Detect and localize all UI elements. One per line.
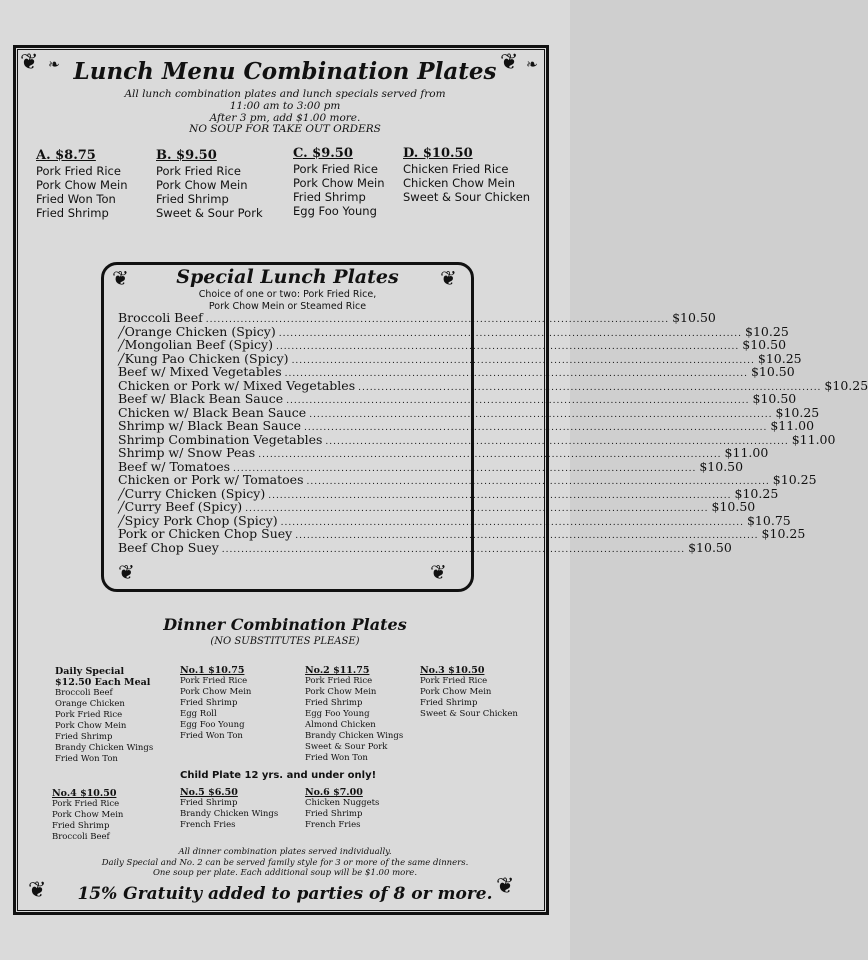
combo-item: Fried Won Ton — [180, 731, 243, 741]
special-item-row — [118, 404, 820, 420]
daily-special — [55, 666, 153, 765]
special-item-name: Orange Chicken (Spicy) — [124, 323, 276, 339]
special-item-name: Curry Chicken (Spicy) — [124, 485, 266, 501]
combo-item: Brandy Chicken Wings — [305, 731, 404, 741]
dinner-combo-1 — [180, 665, 251, 742]
special-item-price: $10.50 — [742, 337, 787, 352]
dot-leader: ........................................................................................................................ — [284, 369, 748, 379]
dinner-combo-6 — [305, 787, 379, 831]
dot-leader: ........................................................................................................................ — [306, 477, 770, 487]
combo-header: A. $8.75 — [36, 148, 96, 163]
combo-item: Pork Chow Mein — [305, 687, 377, 697]
combo-header: No.4 $10.50 — [52, 788, 117, 799]
special-item-price: $10.50 — [752, 391, 797, 406]
special-item-name: Shrimp w/ Black Bean Sauce — [118, 418, 302, 433]
combo-item: Pork Chow Mein — [55, 721, 127, 731]
intro-line: After 3 pm, add $1.00 more. — [209, 112, 361, 124]
combo-item: Orange Chicken — [55, 699, 125, 709]
combo-item: Fried Won Ton — [55, 754, 118, 764]
combo-item: Pork Chow Mein — [293, 176, 385, 190]
special-item-name: Broccoli Beef — [118, 310, 203, 325]
menu-title: Lunch Menu Combination Plates — [73, 58, 497, 85]
special-item-price: $10.50 — [688, 539, 732, 555]
combo-item: Pork Chow Mein — [420, 687, 492, 697]
special-item-name: Shrimp w/ Snow Peas — [118, 445, 256, 460]
combo-item: Fried Shrimp — [180, 698, 238, 708]
lunch-combo-d — [403, 146, 530, 204]
pepper-icon: ╱ — [118, 339, 125, 352]
leaf-ornament-icon: ❦ — [496, 874, 515, 899]
combo-item: Fried Shrimp — [305, 809, 363, 819]
special-item-price: $10.25 — [824, 377, 868, 393]
gratuity-note: 15% Gratuity added to parties of 8 or more. — [77, 884, 493, 904]
note-line: Daily Special and No. 2 can be served family style for 3 or more of the same dinners. — [101, 857, 469, 868]
special-item-price: $10.50 — [672, 310, 716, 325]
combo-item: Fried Shrimp — [293, 190, 366, 204]
special-item-row — [118, 445, 769, 460]
leaf-ornament-icon: ❦ — [440, 266, 457, 290]
dot-leader: ........................................................................................................................ — [325, 436, 789, 447]
intro-line: 11:00 am to 3:00 pm — [229, 100, 341, 112]
dot-leader: ........................................................................................................................ — [233, 463, 697, 474]
combo-item: Fried Shrimp — [420, 698, 478, 708]
special-item-row — [118, 350, 802, 366]
dot-leader: ........................................................................................................................ — [280, 517, 744, 528]
combo-item: Pork Chow Mein — [180, 687, 252, 697]
special-item-price: $10.50 — [750, 364, 795, 379]
dinner-combo-5 — [180, 787, 278, 831]
combo-item: Pork Fried Rice — [420, 676, 488, 686]
special-item-price: $11.00 — [770, 418, 815, 433]
combo-item: Fried Shrimp — [156, 192, 229, 206]
intro-line: NO SOUP FOR TAKE OUT ORDERS — [189, 123, 381, 135]
special-item-price: $10.25 — [775, 404, 820, 420]
dinner-subtitle: (NO SUBSTITUTES PLEASE) — [210, 636, 360, 647]
dot-leader: ........................................................................................................................ — [205, 315, 670, 325]
special-item-price: $10.75 — [746, 512, 791, 528]
special-item-row — [118, 512, 791, 528]
combo-item: Pork Chow Mein — [36, 178, 128, 192]
combo-header: C. $9.50 — [293, 146, 353, 161]
special-item-name: Shrimp Combination Vegetables — [118, 431, 323, 447]
combo-item: Pork Fried Rice — [293, 162, 378, 176]
pepper-icon: ╱ — [118, 487, 125, 501]
note-line: All dinner combination plates served individually. — [178, 847, 392, 857]
combo-header: No.2 $11.75 — [305, 665, 370, 676]
special-title: Special Lunch Plates — [176, 266, 399, 288]
combo-item: Fried Shrimp — [180, 798, 238, 808]
special-item-price: $11.00 — [724, 445, 769, 460]
combo-item: Pork Fried Rice — [180, 676, 248, 686]
leaf-ornament-icon: ❧ — [48, 57, 60, 73]
special-item-row — [118, 377, 868, 393]
dot-leader: ........................................................................................................................ — [278, 328, 743, 339]
special-item-name: Beef w/ Mixed Vegetables — [118, 364, 282, 379]
combo-item: Pork Fried Rice — [36, 164, 121, 178]
pepper-icon: ╱ — [118, 514, 125, 528]
dot-leader: ........................................................................................................................ — [291, 355, 755, 366]
dot-leader: ........................................................................................................................ — [268, 490, 732, 501]
special-item-row — [118, 431, 836, 447]
dot-leader: ........................................................................................................................ — [304, 423, 768, 433]
child-plate-note: Child Plate 12 yrs. and under only! — [180, 770, 377, 781]
special-item-row — [118, 337, 787, 352]
special-item-name: Curry Beef (Spicy) — [124, 499, 243, 514]
special-item-price: $10.25 — [761, 526, 806, 541]
combo-item: Broccoli Beef — [55, 688, 113, 698]
pepper-icon: ╱ — [118, 352, 125, 366]
special-item-name: Kung Pao Chicken (Spicy) — [124, 350, 289, 366]
dot-leader: ........................................................................................................................ — [275, 342, 740, 352]
pepper-icon: ╱ — [118, 325, 125, 339]
combo-item: Broccoli Beef — [52, 832, 110, 842]
daily-special-price: $12.50 Each Meal — [55, 677, 151, 688]
special-item-name: Pork or Chicken Chop Suey — [118, 526, 293, 541]
combo-header: B. $9.50 — [156, 148, 217, 163]
special-item-row — [118, 391, 797, 406]
combo-item: Pork Fried Rice — [52, 799, 120, 809]
special-item-row — [118, 418, 815, 433]
combo-item: Sweet & Sour Pork — [305, 742, 388, 752]
combo-item: Fried Won Ton — [305, 753, 368, 763]
combo-item: Brandy Chicken Wings — [55, 743, 154, 753]
leaf-ornament-icon: ❦ — [112, 266, 129, 290]
intro-line: All lunch combination plates and lunch specials served from — [124, 88, 446, 100]
special-item-row — [118, 499, 756, 514]
dot-leader: ........................................................................................................................ — [221, 544, 686, 555]
lunch-combo-c — [293, 146, 385, 218]
special-item-row — [118, 485, 779, 501]
pepper-icon: ╱ — [118, 501, 125, 514]
combo-item: Brandy Chicken Wings — [180, 809, 279, 819]
combo-item: Sweet & Sour Chicken — [403, 190, 531, 204]
combo-item: Egg Foo Young — [305, 709, 370, 719]
combo-item: Pork Fried Rice — [55, 710, 123, 720]
special-item-row — [118, 323, 789, 339]
leaf-ornament-icon: ❦ — [430, 560, 447, 584]
special-subtitle-line: Choice of one or two: Pork Fried Rice, — [198, 289, 377, 300]
special-item-name: Beef Chop Suey — [118, 539, 219, 555]
combo-item: Sweet & Sour Chicken — [420, 709, 518, 719]
special-item-price: $10.25 — [757, 350, 802, 366]
dinner-combo-2 — [305, 665, 403, 764]
combo-header: No.1 $10.75 — [180, 665, 245, 676]
combo-item: Almond Chicken — [305, 720, 376, 730]
special-item-name: Chicken or Pork w/ Mixed Vegetables — [118, 377, 356, 393]
combo-item: Egg Foo Young — [293, 204, 377, 218]
dot-leader: ........................................................................................................................ — [309, 409, 773, 420]
combo-item: Pork Fried Rice — [305, 676, 373, 686]
dot-leader: ........................................................................................................................ — [295, 531, 759, 541]
combo-item: Egg Roll — [180, 709, 217, 719]
special-item-price: $11.00 — [791, 431, 836, 447]
lunch-combo-b — [156, 148, 263, 220]
dot-leader: ........................................................................................................................ — [358, 382, 822, 393]
dot-leader: ........................................................................................................................ — [258, 450, 722, 460]
special-item-price: $10.50 — [699, 458, 744, 474]
combo-item: Fried Shrimp — [52, 821, 110, 831]
leaf-ornament-icon: ❧ — [526, 57, 538, 73]
combo-item: French Fries — [305, 820, 361, 830]
leaf-ornament-icon: ❦ — [28, 878, 47, 903]
special-item-price: $10.25 — [772, 472, 817, 487]
combo-item: Fried Won Ton — [36, 192, 116, 206]
special-item-name: Beef w/ Black Bean Sauce — [118, 391, 284, 406]
dinner-combo-3 — [420, 665, 518, 720]
combo-item: Sweet & Sour Pork — [156, 206, 263, 220]
special-item-row — [118, 472, 817, 487]
special-items-list — [118, 310, 868, 555]
combo-item: Pork Chow Mein — [156, 178, 248, 192]
special-item-price: $10.25 — [745, 323, 789, 339]
dot-leader: ........................................................................................................................ — [286, 396, 750, 406]
combo-item: Fried Shrimp — [36, 206, 109, 220]
combo-item: Fried Shrimp — [305, 698, 363, 708]
combo-header: No.6 $7.00 — [305, 787, 363, 798]
combo-header: No.5 $6.50 — [180, 787, 238, 798]
special-item-row — [118, 310, 716, 325]
leaf-ornament-icon: ❦ — [118, 560, 135, 584]
combo-item: Chicken Nuggets — [305, 798, 380, 808]
special-subtitle-line: Pork Chow Mein or Steamed Rice — [208, 301, 367, 312]
special-item-name: Chicken or Pork w/ Tomatoes — [118, 472, 304, 487]
special-item-name: Mongolian Beef (Spicy) — [124, 337, 273, 352]
combo-item: Pork Chow Mein — [52, 810, 124, 820]
note-line: One soup per plate. Each additional soup will be $1.00 more. — [152, 868, 418, 878]
dot-leader: ........................................................................................................................ — [245, 504, 709, 514]
special-item-price: $10.25 — [734, 485, 779, 501]
leaf-ornament-icon: ❦ — [500, 50, 519, 75]
combo-item: French Fries — [180, 820, 236, 830]
special-item-row — [118, 364, 795, 379]
special-item-name: Beef w/ Tomatoes — [118, 458, 231, 474]
dinner-combo-4 — [52, 788, 123, 843]
special-item-name: Chicken w/ Black Bean Sauce — [118, 404, 307, 420]
daily-special-header: Daily Special — [55, 666, 125, 677]
special-item-price: $10.50 — [711, 499, 756, 514]
special-item-row — [118, 458, 744, 474]
lunch-combo-a — [36, 148, 128, 220]
combo-header: D. $10.50 — [403, 146, 473, 161]
combo-item: Chicken Fried Rice — [403, 162, 509, 176]
combo-item: Chicken Chow Mein — [403, 176, 516, 190]
combo-header: No.3 $10.50 — [420, 665, 485, 676]
leaf-ornament-icon: ❦ — [20, 50, 39, 75]
combo-item: Egg Foo Young — [180, 720, 245, 730]
combo-item: Pork Fried Rice — [156, 164, 241, 178]
dinner-notes — [0, 847, 570, 879]
dinner-title: Dinner Combination Plates — [163, 615, 407, 634]
combo-item: Fried Shrimp — [55, 732, 113, 742]
special-item-name: Spicy Pork Chop (Spicy) — [124, 512, 278, 528]
special-item-row — [118, 539, 732, 555]
